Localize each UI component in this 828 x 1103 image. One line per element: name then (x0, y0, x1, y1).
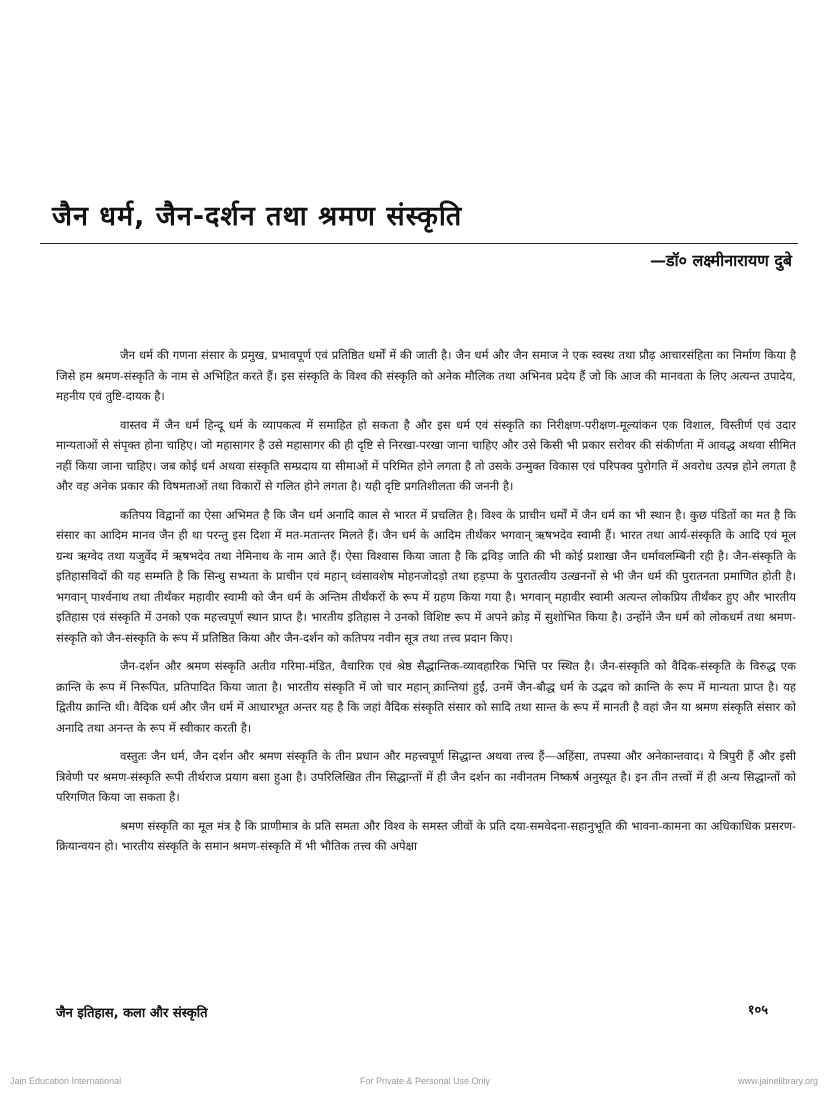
paragraph: श्रमण संस्कृति का मूल मंत्र है कि प्राणीमात्र के प्रति समता और विश्व के समस्त जीवों के प्रति दया-समवेदना-सहानुभूति की भावना-कामना का अधिकाधिक प्रसरण-क्रियान्वयन हो। भारतीय संस्कृति के समान श्रमण-संस्कृति में भी भौतिक तत्त्व की अपेक्षा (56, 818, 796, 853)
page-number: १०५ (747, 1003, 768, 1018)
paragraph: कतिपय विद्वानों का ऐसा अभिमत है कि जैन धर्म अनादि काल से भारत में प्रचलित है। विश्व के प्राचीन धर्मों में जैन धर्म का भी स्थान है। कुछ पंडितों का मत है कि संसार का आदिम मानव जैन ही था परन्तु इस दिशा में मत-मतान्तर मिलते हैं। जैन धर्म के आदिम तीर्थंकर भगवान् ऋषभदेव स्वामी हैं। भारत तथा आर्य-संस्कृति के आदि एवं मूल ग्रन्थ ऋग्वेद तथा यजुर्वेद में ऋषभदेव तथा नेमिनाथ के नाम आते हैं। ऐसा विश्वास किया जाता है कि द्रविड़ जाति की भी कोई प्रशाखा जैन धर्मावलम्बिनी रही है। जैन-संस्कृति के इतिहासविदों की यह सम्मति है कि सिन्धु सभ्यता के प्राचीन एवं महान् ध्वंसावशेष मोहनजोदड़ो तथा हड़प्पा के पुरातत्वीय उत्खननों से भी जैन धर्म की पुरातनता प्रमाणित होती है। भगवान् पार्श्वनाथ तथा तीर्थंकर महावीर स्वामी को जैन धर्म के अन्तिम तीर्थंकरों के रूप में ग्रहण किया गया है। भगवान् महावीर स्वामी अत्यन्त लोकप्रिय तीर्थंकर हुए और भारतीय इतिहास एवं संस्कृति में उनको एक महत्त्वपूर्ण स्थान प्राप्त है। भारतीय इतिहास ने उनको विशिष्ट रूप में अपने क्रोड़ में सुशोभित किया है। उन्होंने जैन धर्म को लोकधर्म तथा श्रमण-संस्कृति को जैन-संस्कृति के रूप में प्रतिष्ठित किया और जैन-दर्शन को कतिपय नवीन सूत्र तथा तत्त्व प्रदान किए। (56, 507, 796, 645)
paragraph: वस्तुतः जैन धर्म, जैन दर्शन और श्रमण संस्कृति के तीन प्रधान और महत्त्वपूर्ण सिद्धान्त अथवा तत्त्व हैं—अहिंसा, तपस्या और अनेकान्तवाद। ये त्रिपुरी हैं और इसी त्रिवेणी पर श्रमण-संस्कृति रूपी तीर्थराज प्रयाग बसा हुआ है। उपरिलिखित तीन सिद्धान्तों में ही जैन दर्शन का नवीनतम निष्कर्ष अनुस्यूत है। इन तीन तत्त्वों में ही अन्य सिद्धान्तों को परिगणित किया जा सकता है। (56, 749, 796, 804)
article-body (56, 345, 796, 865)
watermark-website[interactable]: www.jainelibrary.org (738, 1076, 818, 1086)
paragraph: वास्तव में जैन धर्म हिन्दू धर्म के व्यापकत्व में समाहित हो सकता है और इस धर्म एवं संस्कृति का निरीक्षण-परीक्षण-मूल्यांकन एक विशाल, विस्तीर्ण एवं उदार मान्यताओं से संपृक्त होना चाहिए। जो महासागर है उसे महासागर की ही दृष्टि से निरखा-परखा जाना चाहिए और उसे किसी भी प्रकार सरोवर की संकीर्णता में आवद्ध अथवा सीमित नहीं किया जाना चाहिए। जब कोई धर्म अथवा संस्कृति सम्प्रदाय या सीमाओं में परिमित होने लगता है तो उसके उन्मुक्त विकास एवं परिपक्व पुरोगति में अवरोध उत्पन्न होने लगता है और वह अनेक प्रकार की विषमताओं तथा विकारों से गलित होने लगता है। यही दृष्टि प्रगतिशीलता की जननी है। (56, 417, 796, 493)
title-divider (40, 243, 798, 244)
watermark-usage: For Private & Personal Use Only (360, 1076, 491, 1086)
watermark-publisher: Jain Education International (10, 1076, 122, 1086)
paragraph: जैन-दर्शन और श्रमण संस्कृति अतीव गरिमा-मंडित, वैचारिक एवं श्रेष्ठ सैद्धान्तिक-व्यावहारिक भित्ति पर स्थित है। जैन-संस्कृति को वैदिक-संस्कृति के विरुद्ध एक क्रान्ति के रूप में निरूपित, प्रतिपादित किया जाता है। भारतीय संस्कृति में जो चार महान् क्रान्तियां हुईं, उनमें जैन-बौद्ध धर्म के उद्भव को क्रान्ति के रूप में मान्यता प्राप्त है। यह द्वितीय क्रान्ति थी। वैदिक धर्म और जैन धर्म में आधारभूत अन्तर यह है कि जहां वैदिक संस्कृति संसार को सादि तथा सान्त के रूप में मानती है वहां जैन या श्रमण संस्कृति संसार को अनादि तथा अनन्त के रूप में स्वीकार करती है। (56, 659, 797, 735)
article-author: —डॉ० लक्ष्मीनारायण दुबे (649, 251, 792, 270)
footer-book-title: जैन इतिहास, कला और संस्कृति (56, 1006, 208, 1021)
article-title: जैन धर्म, जैन-दर्शन तथा श्रमण संस्कृति (52, 201, 463, 232)
paragraph: जैन धर्म की गणना संसार के प्रमुख, प्रभावपूर्ण एवं प्रतिष्ठित धर्मों में की जाती है। जैन धर्म और जैन समाज ने एक स्वस्थ तथा प्रौढ़ आचारसंहिता का निर्माण किया है जिसे हम श्रमण-संस्कृति के नाम से अभिहित करते हैं। इस संस्कृति के विश्व की संस्कृति को अनेक मौलिक तथा अभिनव प्रदेय हैं जो कि आज की मानवता के लिए अत्यन्त उपादेय, महनीय एवं तुष्टि-दायक है। (56, 348, 796, 403)
